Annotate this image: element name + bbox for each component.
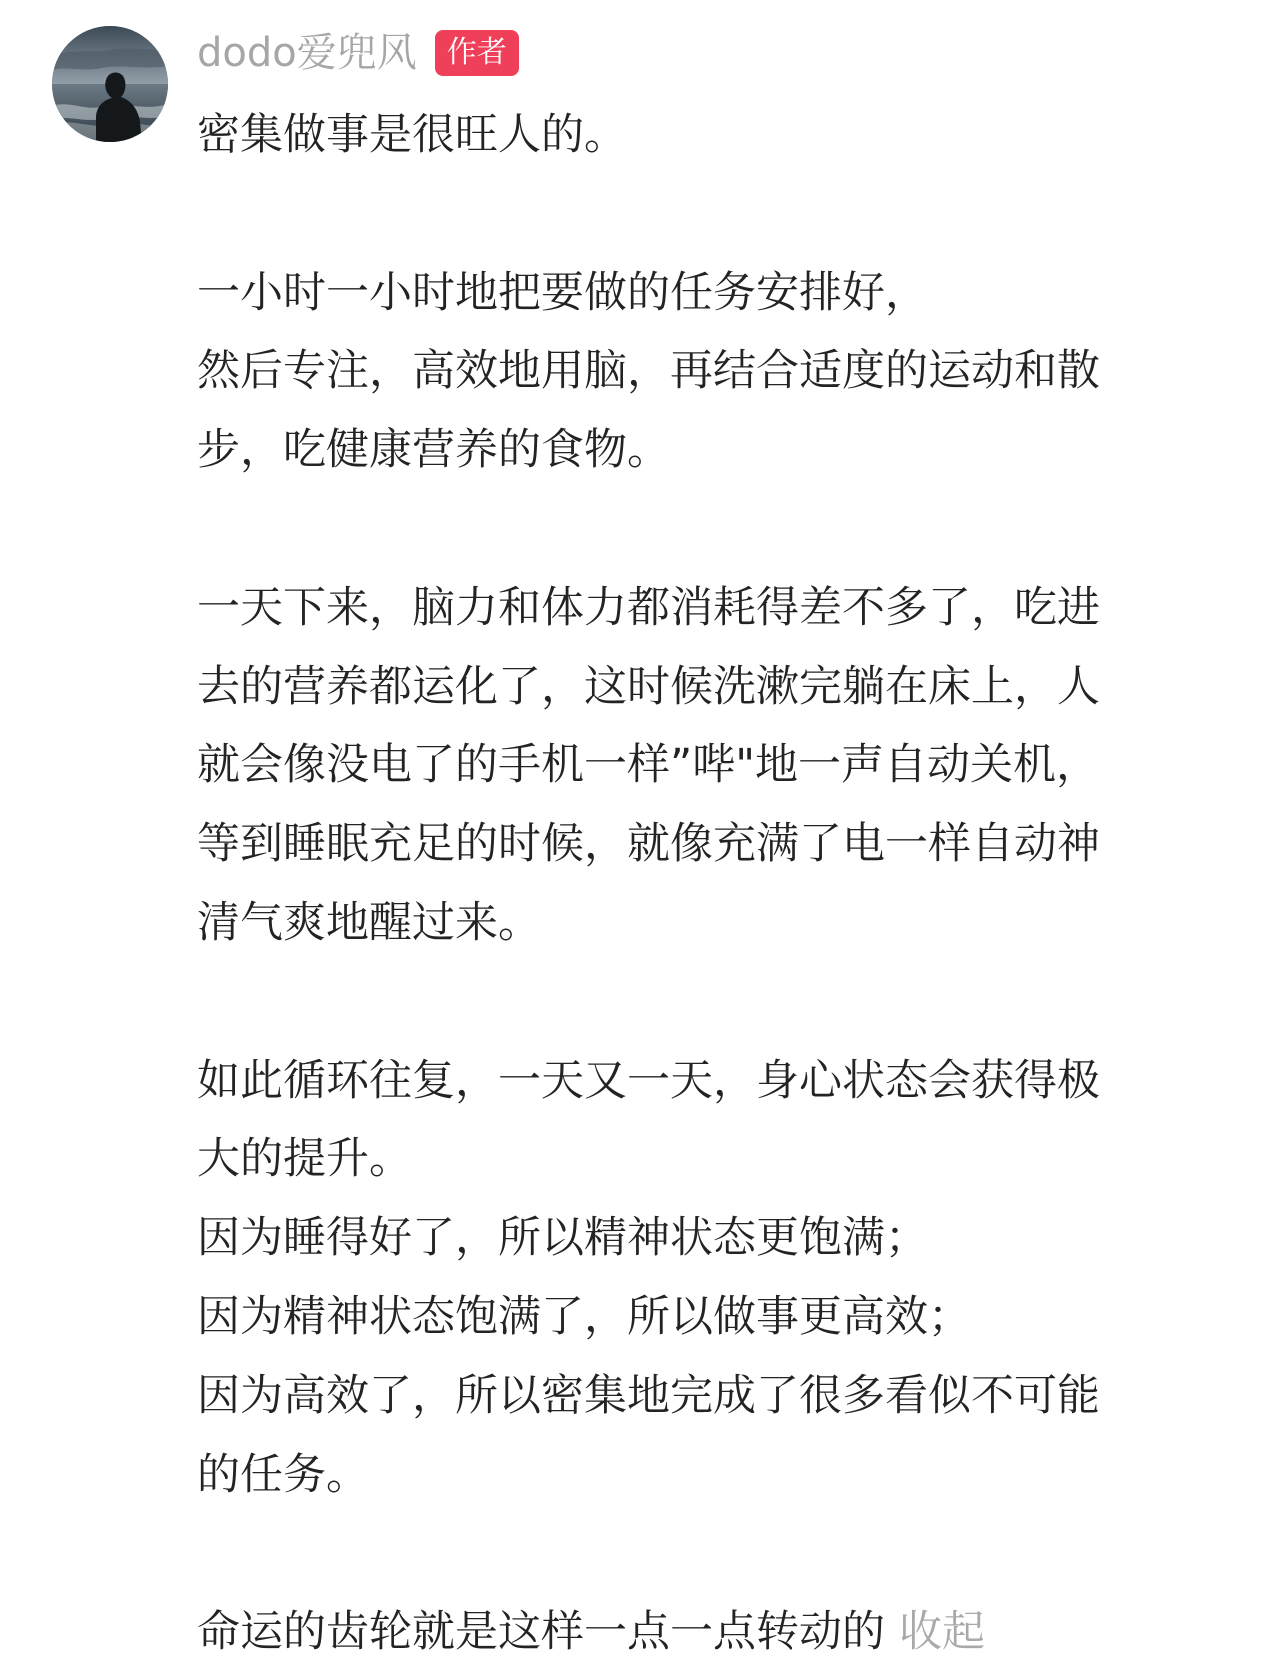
paragraph-gap [197, 175, 1207, 254]
comment-line-text: 命运的齿轮就是这样一点一点转动的 [197, 1607, 885, 1658]
avatar[interactable] [52, 26, 168, 142]
comment-body [197, 96, 1207, 1672]
comment-line: 步，吃健康营养的食物。 [197, 425, 670, 476]
comment-line: 密集做事是很旺人的。 [197, 110, 627, 160]
comment-header [197, 28, 519, 78]
author-badge: 作者 [435, 30, 519, 76]
author-name[interactable]: dodo爱兜风 [197, 30, 417, 76]
comment-line: 因为精神状态饱满了，所以做事更高效； [197, 1291, 971, 1342]
paragraph-gap [197, 1514, 1207, 1593]
comment-line: 因为高效了，所以密集地完成了很多看似不可能 [197, 1370, 1100, 1421]
comment-line: 一天下来，脑力和体力都消耗得差不多了，吃进 [197, 582, 1100, 633]
comment-last-line [197, 1593, 1207, 1672]
comment-line: 等到睡眠充足的时候，就像充满了电一样自动神 [197, 819, 1100, 870]
paragraph-gap [197, 963, 1207, 1042]
comment-line: 去的营养都运化了，这时候洗漱完躺在床上，人 [197, 661, 1100, 712]
comment-line: 如此循环往复，一天又一天，身心状态会获得极 [197, 1055, 1100, 1106]
avatar-ocean-silhouette-icon [52, 26, 168, 142]
comment-line: 然后专注，高效地用脑，再结合适度的运动和散 [197, 346, 1100, 397]
collapse-link[interactable]: 收起 [899, 1607, 985, 1658]
comment-line: 大的提升。 [197, 1134, 412, 1185]
comment-line: 就会像没电了的手机一样”哔"地一声自动关机， [197, 740, 1100, 791]
comment-line: 因为睡得好了，所以精神状态更饱满； [197, 1213, 928, 1264]
comment-line: 一小时一小时地把要做的任务安排好， [197, 267, 928, 318]
paragraph-gap [197, 490, 1207, 569]
comment-line: 的任务。 [197, 1449, 369, 1500]
comment-line: 清气爽地醒过来。 [197, 897, 541, 948]
